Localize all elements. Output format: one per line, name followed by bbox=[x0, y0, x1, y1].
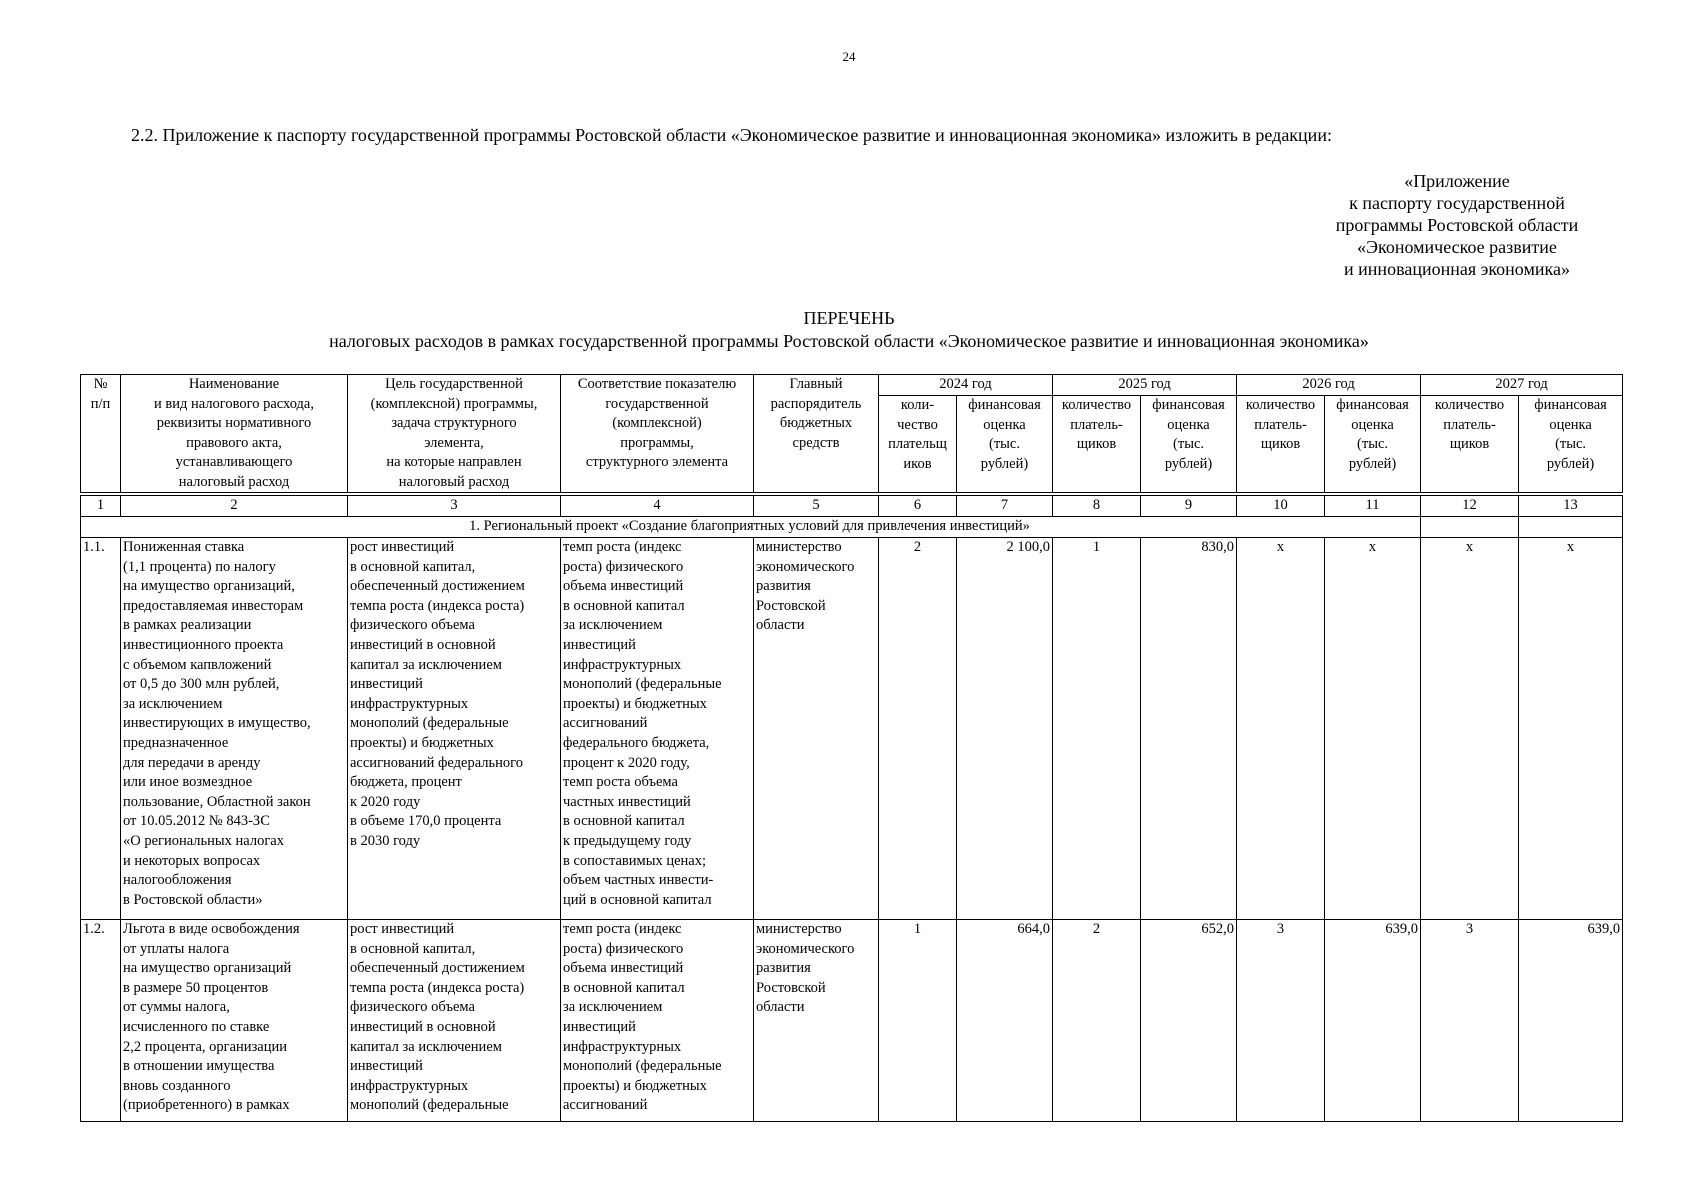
document-title: ПЕРЕЧЕНЬ bbox=[803, 308, 895, 328]
appendix-line: «Экономическое развитие bbox=[1357, 237, 1557, 257]
row-manager: министерство экономического развития Ростовской области bbox=[754, 538, 879, 920]
section-empty-cell bbox=[1421, 517, 1519, 538]
header-name: Наименование и вид налогового расхода, реквизиты нормативного правового акта, устанавливающего налоговый расход bbox=[121, 375, 348, 495]
tax-expenditures-table bbox=[80, 374, 1623, 1122]
row-name: Льгота в виде освобождения от уплаты налога на имущество организаций в размере 50 процентов от суммы налога, исчисленного по ставке 2,2 процента, организации в отношении имущества вновь созданного (приобретенного) в рамках bbox=[121, 920, 348, 1122]
column-number: 2 bbox=[121, 494, 348, 517]
header-num: № п/п bbox=[81, 375, 121, 495]
column-number: 13 bbox=[1519, 494, 1623, 517]
table-row bbox=[81, 920, 1623, 1122]
row-indicator: темп роста (индекс роста) физического объема инвестиций в основной капитал за исключением инвестиций инфраструктурных монополий (федеральные проекты) и бюджетных ассигнований федерального бюджета, процент к 2020 году, темп роста объема частных инвестиций в основной капитал к предыдущему году в сопоставимых ценах; объем частных инвести- ций в основной капитал bbox=[561, 538, 754, 920]
header-count-2026: количество платель- щиков bbox=[1237, 396, 1325, 495]
header-goal: Цель государственной (комплексной) программы, задача структурного элемента, на которые направлен налоговый расход bbox=[348, 375, 561, 495]
row-fin-2025: 652,0 bbox=[1141, 920, 1237, 1122]
header-year-2026: 2026 год bbox=[1237, 375, 1421, 396]
header-fin-2026: финансовая оценка (тыс. рублей) bbox=[1325, 396, 1421, 495]
row-manager: министерство экономического развития Ростовской области bbox=[754, 920, 879, 1122]
row-fin-2027: х bbox=[1519, 538, 1623, 920]
row-count-2026: х bbox=[1237, 538, 1325, 920]
column-number: 7 bbox=[957, 494, 1053, 517]
header-row-years bbox=[81, 375, 1623, 396]
column-number: 10 bbox=[1237, 494, 1325, 517]
header-count-2027: количество платель- щиков bbox=[1421, 396, 1519, 495]
header-fin-2024: финансовая оценка (тыс. рублей) bbox=[957, 396, 1053, 495]
row-count-2024: 2 bbox=[879, 538, 957, 920]
column-number: 8 bbox=[1053, 494, 1141, 517]
table-row bbox=[81, 538, 1623, 920]
column-number: 3 bbox=[348, 494, 561, 517]
row-count-2025: 2 bbox=[1053, 920, 1141, 1122]
header-year-2025: 2025 год bbox=[1053, 375, 1237, 396]
row-indicator: темп роста (индекс роста) физического объема инвестиций в основной капитал за исключением инвестиций инфраструктурных монополий (федеральные проекты) и бюджетных ассигнований bbox=[561, 920, 754, 1122]
header-fin-2027: финансовая оценка (тыс. рублей) bbox=[1519, 396, 1623, 495]
appendix-line: и инновационная экономика» bbox=[1344, 259, 1570, 279]
intro-paragraph: 2.2. Приложение к паспорту государственной программы Ростовской области «Экономическое развитие и инновационная экономика» изложить в редакции: bbox=[131, 125, 1332, 145]
section-empty-cell bbox=[1519, 517, 1623, 538]
header-year-2027: 2027 год bbox=[1421, 375, 1623, 396]
section-row bbox=[81, 517, 1623, 538]
column-number: 12 bbox=[1421, 494, 1519, 517]
row-fin-2027: 639,0 bbox=[1519, 920, 1623, 1122]
header-fin-2025: финансовая оценка (тыс. рублей) bbox=[1141, 396, 1237, 495]
column-number: 11 bbox=[1325, 494, 1421, 517]
section-title: 1. Региональный проект «Создание благоприятных условий для привлечения инвестиций» bbox=[81, 517, 1421, 538]
row-fin-2024: 2 100,0 bbox=[957, 538, 1053, 920]
column-number: 6 bbox=[879, 494, 957, 517]
column-numbers-row bbox=[81, 494, 1623, 517]
row-num: 1.1. bbox=[81, 538, 121, 920]
row-name: Пониженная ставка (1,1 процента) по налогу на имущество организаций, предоставляемая инвесторам в рамках реализации инвестиционного проекта с объемом капвложений от 0,5 до 300 млн рублей, за исключением инвестирующих в имущество, предназначенное для передачи в аренду или иное возмездное пользование, Областной закон от 10.05.2012 № 843-ЗС «О региональных налогах и некоторых вопросах налогообложения в Ростовской области» bbox=[121, 538, 348, 920]
row-goal: рост инвестиций в основной капитал, обеспеченный достижением темпа роста (индекса роста) физического объема инвестиций в основной капитал за исключением инвестиций инфраструктурных монополий (федеральные проекты) и бюджетных ассигнований федерального бюджета, процент к 2020 году в объеме 170,0 процента в 2030 году bbox=[348, 538, 561, 920]
column-number: 9 bbox=[1141, 494, 1237, 517]
row-fin-2026: 639,0 bbox=[1325, 920, 1421, 1122]
header-indicator: Соответствие показателю государственной (комплексной) программы, структурного элемента bbox=[561, 375, 754, 495]
row-num: 1.2. bbox=[81, 920, 121, 1122]
page-number: 24 bbox=[842, 49, 856, 64]
row-count-2026: 3 bbox=[1237, 920, 1325, 1122]
row-fin-2024: 664,0 bbox=[957, 920, 1053, 1122]
document-subtitle: налоговых расходов в рамках государственной программы Ростовской области «Экономическое развитие и инновационная экономика» bbox=[329, 331, 1369, 351]
row-fin-2025: 830,0 bbox=[1141, 538, 1237, 920]
row-count-2027: х bbox=[1421, 538, 1519, 920]
header-manager: Главный распорядитель бюджетных средств bbox=[754, 375, 879, 495]
appendix-heading bbox=[1292, 170, 1622, 280]
header-count-2025: количество платель- щиков bbox=[1053, 396, 1141, 495]
header-year-2024: 2024 год bbox=[879, 375, 1053, 396]
row-fin-2026: х bbox=[1325, 538, 1421, 920]
row-count-2027: 3 bbox=[1421, 920, 1519, 1122]
row-goal: рост инвестиций в основной капитал, обеспеченный достижением темпа роста (индекса роста) физического объема инвестиций в основной капитал за исключением инвестиций инфраструктурных монополий (федеральные bbox=[348, 920, 561, 1122]
appendix-line: программы Ростовской области bbox=[1335, 215, 1579, 235]
appendix-line: «Приложение bbox=[1404, 171, 1510, 191]
appendix-line: к паспорту государственной bbox=[1349, 193, 1565, 213]
row-count-2025: 1 bbox=[1053, 538, 1141, 920]
column-number: 5 bbox=[754, 494, 879, 517]
column-number: 1 bbox=[81, 494, 121, 517]
row-count-2024: 1 bbox=[879, 920, 957, 1122]
header-count-2024: коли- чество плательщ иков bbox=[879, 396, 957, 495]
column-number: 4 bbox=[561, 494, 754, 517]
